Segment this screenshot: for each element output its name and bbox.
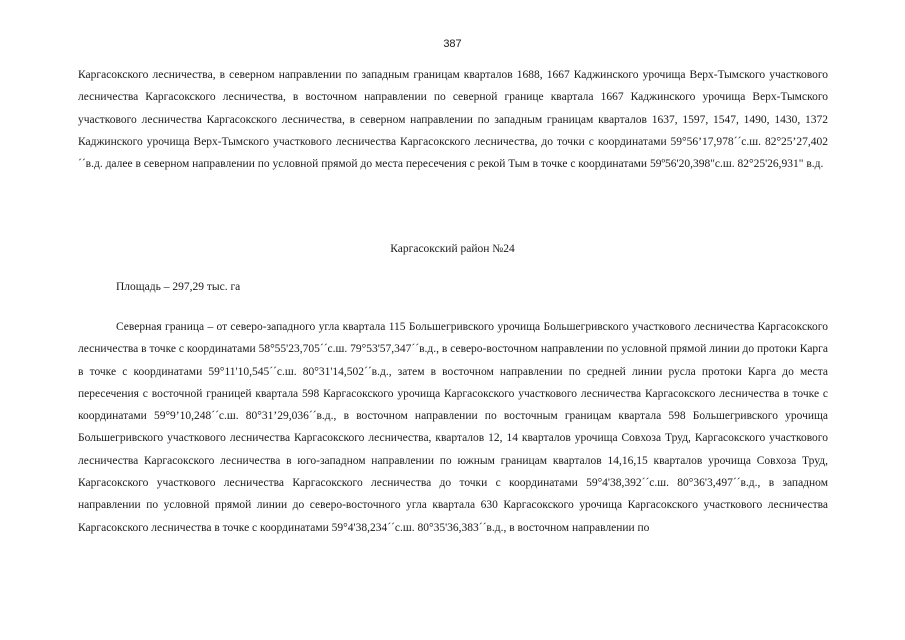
area-line: Площадь – 297,29 тыс. га xyxy=(116,281,241,293)
intro-paragraph: Каргасокского лесничества, в северном направлении по западным границам кварталов 1688, 1667 Каджинского урочища Верх-Тымского участкового лесничества Каргасокского лесничества, в восточном направлении по северной границе квартала 1667 Каджинского урочища Верх-Тымского участкового лесничества Каргасокского лесничества, в северном направлении по западным границам кварталов 1637, 1597, 1547, 1490, 1430, 1372 Каджинского урочища Верх-Тымского участкового лесничества Каргасокского лесничества, до точки с координатами 59°56’17,978´´с.ш. 82°25’27,402´´в.д. далее в северном направлении по условной прямой до места пересечения с рекой Тым в точке с координатами 59º56'20,398"с.ш. 82°25'26,931" в.д. xyxy=(78,69,828,171)
page-number: 387 xyxy=(443,38,462,50)
section-title: Каргасокский район №24 xyxy=(390,243,515,255)
northern-border-paragraph: Северная граница – от северо-западного угла квартала 115 Большегривского урочища Большегривского участкового лесничества Каргасокского лесничества в точке с координатами 58°55'23,705´´с.ш. 79°53'57,347´´в.д., в северо-восточном направлении по условной прямой линии до протоки Карга в точке с координатами 59°11'10,545´´с.ш. 80°31'14,502´´в.д., затем в восточном направлении по средней линии русла протоки Карга до места пересечения с восточной границей квартала 598 Каргасокского урочища Каргасокского участкового лесничества Каргасокского лесничества в точке с координатами 59°9’10,248´´с.ш. 80°31’29,036´´в.д., в восточном направлении по восточным границам квартала 598 Большегривского урочища Большегривского участкового лесничества Каргасокского лесничества, кварталов 12, 14 кварталов урочища Совхоза Труд, Каргасокского участкового лесничества Каргасокского лесничества в юго-западном направлении по южным границам кварталов 14,16,15 кварталов урочища Совхоза Труд, Каргасокского участкового лесничества Каргасокского лесничества до точки с координатами 59°4'38,392´´с.ш. 80°36'3,497´´в.д., в западном направлении по условной прямой линии до северо-восточного угла квартала 630 Каргасокского урочища Каргасокского участкового лесничества Каргасокского лесничества в точке с координатами 59°4'38,234´´с.ш. 80°35'36,383´´в.д., в восточном направлении по xyxy=(78,321,828,534)
